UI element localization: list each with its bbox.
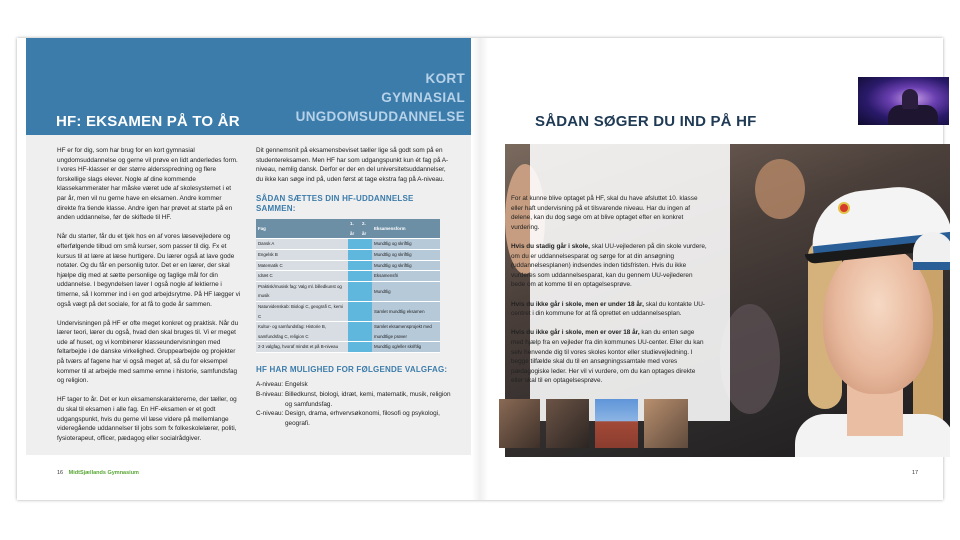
paragraph — [511, 328, 708, 386]
fag-cell: Matematik C — [256, 260, 348, 271]
year2-cell — [360, 322, 372, 342]
fag-cell: Dansk A — [256, 239, 348, 250]
form-cell: Eksamensfri — [372, 271, 440, 282]
tagline — [296, 69, 465, 126]
right-page-title: SÅDAN SØGER DU IND PÅ HF — [535, 113, 757, 130]
header-cell: Fag — [256, 219, 348, 239]
tagline-line: GYMNASIAL — [381, 90, 465, 105]
form-cell: Mundtlig og/eller skriftlig — [372, 342, 440, 353]
student-cap-far-band — [913, 262, 950, 270]
year2-cell — [360, 281, 372, 301]
tagline-line: UNGDOMSUDDANNELSE — [295, 109, 465, 124]
photo-thumbnail — [499, 399, 540, 448]
fag-cell: Kultur- og samfundsfag: Historie B, samfundsfag C, religion C — [256, 322, 348, 342]
valgfag-level: A-niveau: — [256, 381, 283, 389]
form-cell: Mundtlig og skriftlig — [372, 260, 440, 271]
header-cell: 1. år — [348, 219, 360, 239]
table-row — [256, 342, 440, 353]
tagline-line: KORT — [425, 71, 465, 86]
paragraph-body: kan du enten søge med hjælp fra en vejleder fra din kommunes UU-center. Eller du kan selv henvende dig til vores skoles kontor eller studievejledning. I begge tilfælde skal du til en ansøgningssamtale med vores pædagogiske leder. Her vil vi vurdere, om du kan optages direkte eller skal til en optagelsesprøve. — [511, 329, 704, 385]
brochure-spread — [17, 38, 943, 500]
table-row — [256, 249, 440, 260]
table-row — [256, 301, 440, 321]
fag-cell: Naturvidenskab: Biologi C, geografi C, kemi C — [256, 301, 348, 321]
table-row — [256, 271, 440, 282]
valgfag-section — [256, 365, 454, 429]
year1-cell — [348, 322, 360, 342]
paragraph: Undervisningen på HF er ofte meget konkret og praktisk. Når du lærer teori, lærer du også, hvad den skal bruges til. Vi er meget ude af huset, og vi kombinerer klasseundervisningen med feltarbejde i de danske virkelighed. Gruppearbejde og projekter på tværs af fagene har vi også meget af, så du for eksempel kommer til at arbejde med samme emne i historie, samfundsfag og religion. — [57, 319, 239, 385]
concert-photo — [858, 77, 949, 125]
left-footer — [57, 470, 139, 476]
header-cell: Eksamensform — [372, 219, 440, 239]
table-row — [256, 281, 440, 301]
fag-cell: 2-3 valgfag, hvoraf mindst et på B-niveau — [256, 342, 348, 353]
table-heading: SÅDAN SÆTTES DIN HF-UDDANNELSE SAMMEN: — [256, 193, 414, 213]
table-row — [256, 239, 440, 250]
form-cell: Samlet eksamensprojekt med mundtlige prøver — [372, 322, 440, 342]
form-cell: Samlet mundtlig eksamen — [372, 301, 440, 321]
valgfag-heading: HF HAR MULIGHED FOR FØLGENDE VALGFAG: — [256, 364, 448, 374]
paragraph-lead: Hvis du ikke går i skole, men er over 18 år, — [511, 329, 640, 337]
year2-cell — [360, 342, 372, 353]
subject-table — [256, 219, 440, 353]
year1-cell — [348, 249, 360, 260]
year1-cell — [348, 271, 360, 282]
paragraph-lead: Hvis du stadig går i skole, — [511, 242, 590, 250]
year2-cell — [360, 271, 372, 282]
form-cell: Mundtlig og skriftlig — [372, 239, 440, 250]
silhouette-head — [902, 89, 918, 109]
valgfag-subjects: Billedkunst, biologi, idræt, kemi, matematik, musik, religion og samfundsfag. — [285, 391, 451, 408]
valgfag-level: B-niveau: — [256, 391, 283, 399]
year1-cell — [348, 281, 360, 301]
fag-cell: Praktisk/musisk fag: Valg ml. billedkunst og musik — [256, 281, 348, 301]
left-page-title: HF: EKSAMEN PÅ TO ÅR — [56, 113, 240, 130]
photo-strip — [499, 399, 714, 448]
paragraph: HF er for dig, som har brug for en kort gymnasial ungdomsuddannelse og gerne vil prøve en lidt anderledes form. I vores HF-klasser er der større aldersspredning og flere forskellige slags elever. Nogle af dine kommende klassekammerater har måske været ude af skolesystemet i et par år, men vil nu gerne have en eksamen. Andre kommer direkte fra tiende klasse. Andre igen har prøvet at starte på en anden uddannelse, før de skiftede til HF. — [57, 147, 238, 222]
left-column-1 — [57, 146, 241, 453]
paragraph — [511, 242, 708, 290]
paragraph — [511, 300, 708, 319]
year2-cell — [360, 301, 372, 321]
year1-cell — [348, 260, 360, 271]
paragraph-body: skal du kontakte UU-centret i din kommune for at få oprettet en uddannelsesplan. — [511, 300, 705, 318]
page-number: 17 — [912, 470, 919, 476]
valgfag-subjects: Engelsk — [285, 381, 308, 389]
valgfag-row — [256, 380, 454, 390]
form-cell: Mundtlig og skriftlig — [372, 249, 440, 260]
year1-cell — [348, 342, 360, 353]
year2-cell — [360, 260, 372, 271]
year1-cell — [348, 239, 360, 250]
photo-thumbnail — [595, 399, 638, 448]
year1-cell — [348, 301, 360, 321]
valgfag-row — [256, 390, 454, 409]
valgfag-subjects: Design, drama, erhvervsøkonomi, filosofi og psykologi, geografi. — [285, 410, 440, 427]
page-number: 16 — [57, 470, 64, 476]
form-cell: Mundtlig — [372, 281, 440, 301]
left-column-2 — [256, 146, 454, 428]
valgfag-row — [256, 409, 454, 428]
table-header-row — [256, 219, 440, 239]
paragraph-body: skal UU-vejlederen på din skole vurdere, om du er uddannelsesparat og sørge for at din ansøgning (uddannelsesplanen) indsendes inden tidsfristen. Hvis du ikke vurderes som uddannelsesparat, kan du gennem UU-vejlederen bede om at komme til en optagelsesprøve. — [511, 242, 707, 289]
left-body — [26, 135, 471, 455]
cap-badge-icon — [838, 202, 850, 214]
paragraph: For at kunne blive optaget på HF, skal du have afsluttet 10. klasse eller haft undervisning på et tilsvarende niveau. Har du ingen af delene, kan du dog søge om at blive optaget efter en konkret vurdering. — [511, 195, 698, 231]
header-cell: 2. år — [360, 219, 372, 239]
valgfag-level: C-niveau: — [256, 410, 284, 418]
left-page — [17, 38, 480, 500]
left-header-band — [26, 38, 471, 135]
paragraph: Når du starter, får du et tjek hos en af vores læsevejledere og efterfølgende tilbud om små kurser, som passer til dig. Fx et kursus til at lære at læse hurtigere. Du lærer også at lave gode notater. Og du får en personlig tutor. Det er en lærer, der skal hjælpe dig med at sætte personlige og faglige mål for din uddannelse. I begyndelsen laver I også nogle af lektierne i timerne, så I kommer ind i en god arbejdsrytme. På HF lægger vi også vægt på det sociale, for at få to gode år sammen. — [57, 233, 241, 308]
fag-cell: Engelsk B — [256, 249, 348, 260]
photo-thumbnail — [546, 399, 589, 448]
right-text — [511, 194, 708, 395]
paragraph-lead: Hvis du ikke går i skole, men er under 18 år, — [511, 300, 644, 308]
fag-cell: Idræt C — [256, 271, 348, 282]
year2-cell — [360, 239, 372, 250]
table-row — [256, 260, 440, 271]
school-name: MidtSjællands Gymnasium — [68, 470, 139, 476]
spine-shadow — [472, 38, 488, 500]
table-row — [256, 322, 440, 342]
year2-cell — [360, 249, 372, 260]
photo-thumbnail — [644, 399, 688, 448]
paragraph: Dit gennemsnit på eksamensbeviset tæller lige så godt som på en studentereksamen. Men HF har som udgangspunkt kun ét fag på A-niveau, nemlig dansk. Derfor er der en del universitetsuddannelser, du ikke kan søge ind på, uden først at tage ekstra fag på A-niveau. — [256, 147, 449, 183]
crowd-shape — [755, 159, 805, 219]
paragraph: HF tager to år. Det er kun eksamenskaraktererne, der tæller, og du skal til eksamen i alle fag. En HF-eksamen er et godt udgangspunkt, hvis du gerne vil læse videre på mellemlange videregående uddannelser til jobs som fx folkeskolelærer, politi, fysioterapeut, officer, pædagog eller socialrådgiver. — [57, 396, 237, 442]
